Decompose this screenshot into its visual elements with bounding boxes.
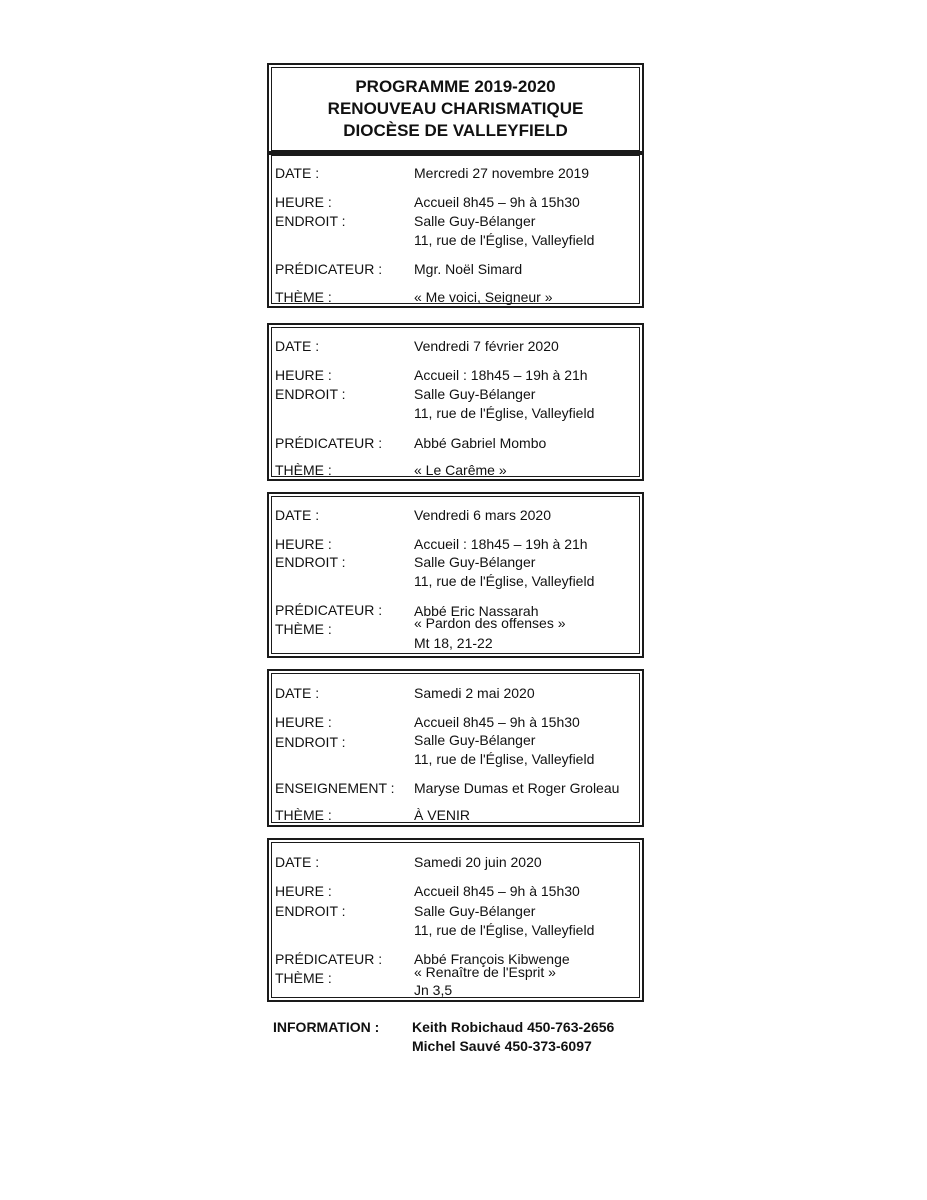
theme-label: THÈME : <box>275 289 332 305</box>
heure-value: Accueil 8h45 – 9h à 15h30 <box>414 714 580 730</box>
theme-label: THÈME : <box>275 621 332 637</box>
endroit-value-1: Salle Guy-Bélanger <box>414 554 536 570</box>
title-line-3: DIOCÈSE DE VALLEYFIELD <box>343 121 568 140</box>
endroit-label: ENDROIT : <box>275 734 346 750</box>
endroit-label: ENDROIT : <box>275 903 346 919</box>
event-box-1 <box>267 151 644 308</box>
heure-value: Accueil 8h45 – 9h à 15h30 <box>414 883 580 899</box>
date-label: DATE : <box>275 854 320 870</box>
heure-value: Accueil : 18h45 – 19h à 21h <box>414 536 588 552</box>
endroit-value-1: Salle Guy-Bélanger <box>414 732 536 748</box>
speaker-value: Abbé Gabriel Mombo <box>414 435 547 451</box>
speaker-value: Maryse Dumas et Roger Groleau <box>414 780 620 796</box>
event-box-2 <box>267 323 644 481</box>
event-box-5 <box>267 838 644 1002</box>
endroit-value-2: 11, rue de l'Église, Valleyfield <box>414 751 595 767</box>
information-label: INFORMATION : <box>273 1019 380 1035</box>
theme-value: « Renaître de l'Esprit » <box>414 964 556 980</box>
event-inner-1 <box>271 155 640 304</box>
event-box-3 <box>267 492 644 658</box>
heure-label: HEURE : <box>275 367 332 383</box>
theme-value: « Me voici, Seigneur » <box>414 289 553 305</box>
heure-value: Accueil 8h45 – 9h à 15h30 <box>414 194 580 210</box>
speaker-label: PRÉDICATEUR : <box>275 951 383 967</box>
title-inner <box>271 67 640 151</box>
theme-value: « Le Carême » <box>414 462 507 478</box>
heure-label: HEURE : <box>275 536 332 552</box>
endroit-label: ENDROIT : <box>275 213 346 229</box>
heure-label: HEURE : <box>275 194 332 210</box>
speaker-label: PRÉDICATEUR : <box>275 602 383 618</box>
date-label: DATE : <box>275 507 320 523</box>
speaker-label: PRÉDICATEUR : <box>275 261 383 277</box>
speaker-value: Mgr. Noël Simard <box>414 261 523 277</box>
event-inner-4 <box>271 673 640 823</box>
date-label: DATE : <box>275 165 320 181</box>
endroit-value-1: Salle Guy-Bélanger <box>414 386 536 402</box>
theme-value: À VENIR <box>414 807 471 823</box>
endroit-value-2: 11, rue de l'Église, Valleyfield <box>414 232 595 248</box>
date-value: Mercredi 27 novembre 2019 <box>414 165 590 181</box>
speaker-label: ENSEIGNEMENT : <box>275 780 395 796</box>
date-value: Samedi 20 juin 2020 <box>414 854 542 870</box>
heure-label: HEURE : <box>275 883 332 899</box>
title-box <box>267 63 644 155</box>
theme-value: « Pardon des offenses » <box>414 615 566 631</box>
date-label: DATE : <box>275 338 320 354</box>
event-box-4 <box>267 669 644 827</box>
theme-label: THÈME : <box>275 970 332 986</box>
date-value: Vendredi 6 mars 2020 <box>414 507 551 523</box>
theme-label: THÈME : <box>275 462 332 478</box>
endroit-value-1: Salle Guy-Bélanger <box>414 213 536 229</box>
endroit-label: ENDROIT : <box>275 554 346 570</box>
heure-value: Accueil : 18h45 – 19h à 21h <box>414 367 588 383</box>
event-inner-2 <box>271 327 640 477</box>
endroit-value-2: 11, rue de l'Église, Valleyfield <box>414 922 595 938</box>
event-inner-5 <box>271 842 640 998</box>
endroit-value-2: 11, rue de l'Église, Valleyfield <box>414 573 595 589</box>
information-contact-1: Keith Robichaud 450-763-2656 <box>412 1019 615 1035</box>
date-value: Vendredi 7 février 2020 <box>414 338 559 354</box>
date-label: DATE : <box>275 685 320 701</box>
endroit-value-1: Salle Guy-Bélanger <box>414 903 536 919</box>
endroit-value-2: 11, rue de l'Église, Valleyfield <box>414 405 595 421</box>
endroit-label: ENDROIT : <box>275 386 346 402</box>
theme-reference: Jn 3,5 <box>414 982 453 998</box>
title-line-1: PROGRAMME 2019-2020 <box>355 77 556 96</box>
event-inner-3 <box>271 496 640 654</box>
theme-reference: Mt 18, 21-22 <box>414 635 493 651</box>
theme-label: THÈME : <box>275 807 332 823</box>
speaker-value: Abbé François Kibwenge <box>414 951 570 967</box>
information-contact-2: Michel Sauvé 450-373-6097 <box>412 1038 592 1054</box>
heure-label: HEURE : <box>275 714 332 730</box>
speaker-label: PRÉDICATEUR : <box>275 435 383 451</box>
speaker-value: Abbé Eric Nassarah <box>414 603 539 619</box>
title-line-2: RENOUVEAU CHARISMATIQUE <box>327 99 584 118</box>
date-value: Samedi 2 mai 2020 <box>414 685 535 701</box>
